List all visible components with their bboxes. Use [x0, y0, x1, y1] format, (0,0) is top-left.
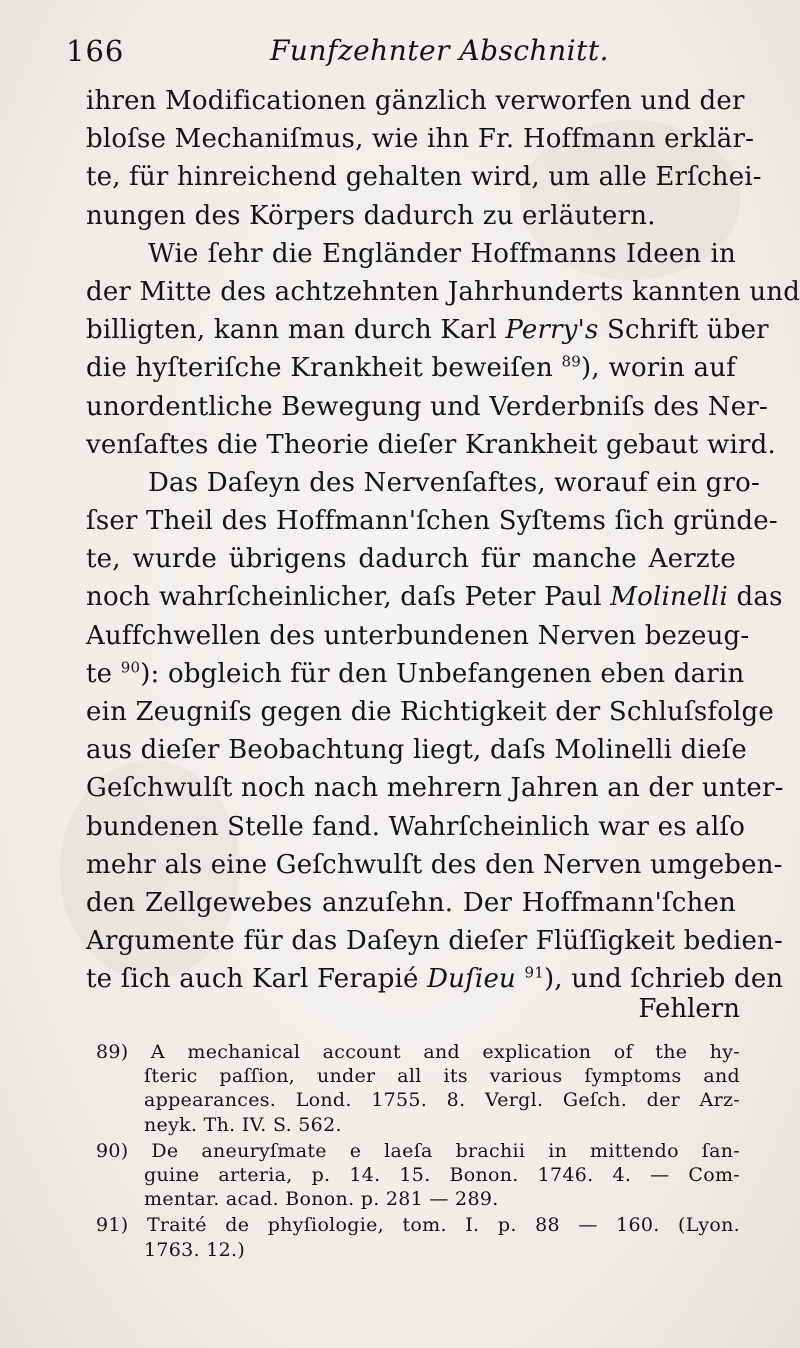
text-run: ihren Modificationen gänzlich verworfen und der [86, 86, 745, 116]
text-line [86, 578, 783, 616]
text-run: te, für hinreichend gehalten wird, um alle Erſchei- [86, 162, 762, 193]
footnote [96, 1139, 740, 1212]
text-line [86, 808, 746, 846]
text-line [86, 158, 762, 196]
footnote-line: 90) De aneuryſmate e laeſa brachii in mittendo ſan- [96, 1139, 740, 1162]
footnote [96, 1213, 740, 1261]
text-run: ), worin auf [581, 353, 736, 384]
text-run: Das Daſeyn des Nervenſaftes, worauf ein gro- [148, 467, 760, 498]
text-line [86, 235, 736, 273]
text-run: nungen des Körpers dadurch zu erläutern. [86, 200, 656, 231]
text-line [86, 922, 783, 960]
text-line [86, 884, 736, 922]
italic-name: Perry's [505, 315, 599, 346]
text-run: Wie ſehr die Engländer Hoffmanns Ideen in [148, 238, 736, 269]
text-line [86, 502, 778, 540]
text-run: Schrift über [598, 315, 769, 346]
page-header [48, 30, 748, 74]
body-text [86, 82, 800, 999]
text-line [86, 388, 768, 426]
text-line [86, 349, 736, 387]
text-line [86, 426, 776, 464]
text-line [86, 120, 755, 158]
text-run: te [86, 658, 121, 689]
text-line [86, 846, 783, 884]
italic-name: Molinelli [610, 582, 729, 613]
footnote-line: guine arteria, p. 14. 15. Bonon. 1746. 4. — Com- [144, 1164, 740, 1187]
text-line [86, 960, 784, 998]
text-run: die hyſteriſche Krankheit beweiſen [86, 353, 562, 384]
text-line [86, 273, 800, 311]
text-run: venſaftes die Theorie dieſer Krankheit gebaut wird. [86, 429, 776, 460]
text-run: unordentliche Bewegung und Verderbniſs des Ner- [86, 391, 768, 422]
text-run: ein Zeugniſs gegen die Richtigkeit der Schluſsfolge [86, 697, 774, 727]
text-line [86, 731, 747, 769]
text-run: Geſchwulſt noch nach mehrern Jahren an der unter- [86, 773, 784, 804]
text-run: das [728, 582, 783, 613]
text-run: Auffchwellen des unterbundenen Nerven bezeug- [86, 620, 750, 651]
text-line [86, 197, 736, 235]
text-line [86, 617, 750, 655]
footnote-ref: 91 [524, 963, 544, 982]
text-run: Argumente für das Daſeyn dieſer Flüſſigkeit bedien- [86, 926, 783, 957]
text-run: aus dieſer Beobachtung liegt, daſs Molinelli dieſe [86, 735, 747, 766]
footnote-line: 91) Traité de phyſiologie, tom. I. p. 88 — 160. (Lyon. [96, 1214, 740, 1237]
footnotes [96, 1040, 740, 1262]
italic-name: Duſieu [427, 964, 516, 995]
footnote-line: ſteric paſſion, under all its various ſymptoms and [144, 1065, 740, 1088]
text-run: ), und ſchrieb den [543, 964, 784, 995]
text-run: der Mitte des achtzehnten Jahrhunderts kannten und [86, 276, 800, 307]
text-run: ): obgleich für den Unbefangenen eben darin [140, 658, 745, 689]
page-number: 166 [66, 34, 125, 68]
text-line [86, 82, 745, 120]
running-head: Funfzehnter Abschnitt. [270, 34, 609, 67]
footnote-line: 1763. 12.) [144, 1238, 246, 1261]
text-line [86, 311, 769, 349]
footnote-ref: 90 [120, 658, 141, 677]
footnote-line: appearances. Lond. 1755. 8. Vergl. Geſch. der Arz- [144, 1089, 740, 1112]
text-line [86, 540, 736, 578]
text-run: te ſich auch Karl Ferapié [86, 964, 428, 995]
text-run: bundenen Stelle fand. Wahrſcheinlich war es alſo [86, 811, 746, 842]
text-run: mehr als eine Geſchwulſt des den Nerven umgeben- [86, 849, 783, 880]
footnote-line: 89) A mechanical account and explication of the hy- [96, 1041, 740, 1063]
text-run: te, wurde übrigens dadurch für manche Aerzte [86, 544, 736, 575]
text-line [86, 693, 774, 731]
catchword: Fehlern [638, 994, 740, 1024]
text-line [86, 769, 784, 807]
text-line [86, 655, 745, 693]
text-run: billigten, kann man durch Karl [86, 315, 506, 346]
footnote-line: mentar. acad. Bonon. p. 281 — 289. [144, 1188, 499, 1211]
text-run: noch wahrſcheinlicher, daſs Peter Paul [86, 582, 611, 613]
text-run: ſser Theil des Hoffmann'ſchen Syſtems ſich gründe- [86, 506, 778, 537]
text-run: bloſse Mechaniſmus, wie ihn Fr. Hoffmann erklär- [86, 124, 755, 155]
footnote-ref: 89 [561, 352, 582, 371]
text-run: den Zellgewebes anzuſehn. Der Hoffmann'ſchen [86, 887, 736, 918]
footnote-line: neyk. Th. IV. S. 562. [144, 1113, 342, 1136]
footnote [96, 1040, 740, 1137]
text-line [86, 464, 760, 502]
